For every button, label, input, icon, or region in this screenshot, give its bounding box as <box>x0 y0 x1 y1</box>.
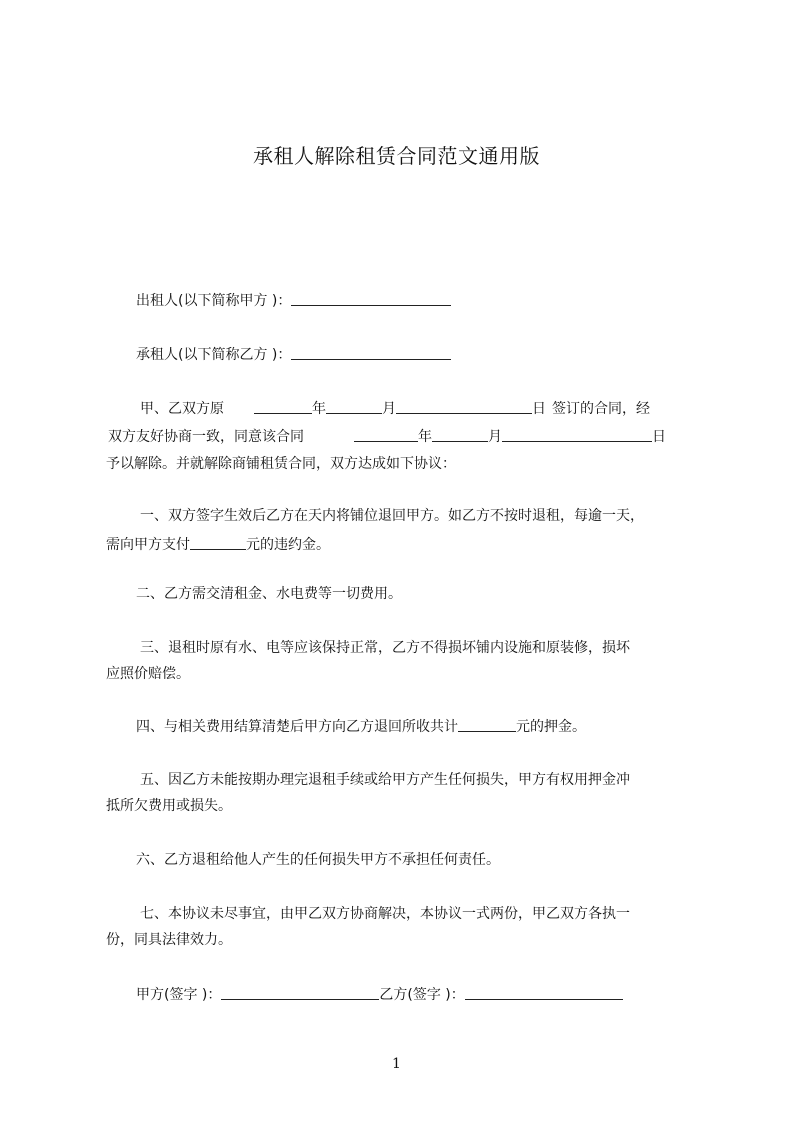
lessee-line <box>106 346 706 363</box>
intro-line-3 <box>106 456 706 472</box>
lessor-line <box>106 292 706 309</box>
clause-5-line-2 <box>106 798 706 814</box>
signature-line <box>106 986 706 1003</box>
clause-5-text: 五、因乙方未能按期办理完退租手续或给甲方产生任何损失，甲方有权用押金冲 <box>140 772 630 788</box>
intro-line-1 <box>106 400 706 417</box>
clause-5-text-2: 抵所欠费用或损失。 <box>106 798 232 814</box>
intro-text-3: 予以解除。并就解除商铺租赁合同，双方达成如下协议： <box>106 456 456 472</box>
original-month-blank[interactable] <box>326 400 382 414</box>
clause-1-text-2a: 需向甲方支付 <box>106 537 190 553</box>
intro-text-1a: 甲、乙双方原 <box>140 401 224 417</box>
clause-3-line-1 <box>106 640 706 656</box>
lessor-name-blank[interactable] <box>291 292 451 306</box>
party-b-signature-blank[interactable] <box>465 986 623 1000</box>
termination-day-label: 日 <box>652 429 666 445</box>
clause-6 <box>106 852 706 868</box>
intro-line-2 <box>106 428 706 445</box>
clause-1-line-1 <box>106 508 706 524</box>
lessee-name-blank[interactable] <box>291 346 451 360</box>
original-year-blank[interactable] <box>254 400 312 414</box>
intro-day-label: 日 <box>532 401 546 417</box>
lessee-label: 承租人(以下简称乙方 )： <box>136 347 292 363</box>
clause-7-line-2 <box>106 932 706 948</box>
clause-3-text-2: 应照价赔偿。 <box>106 666 190 682</box>
clause-2 <box>106 586 706 602</box>
clause-1-text: 一、双方签字生效后乙方在天内将铺位退回甲方。如乙方不按时退租，每逾一天， <box>140 508 644 524</box>
clause-7-text-2: 份，同具法律效力。 <box>106 932 232 948</box>
page-number: 1 <box>392 1056 401 1072</box>
clause-4 <box>106 718 706 735</box>
clause-4-text-b: 元的押金。 <box>516 719 586 735</box>
clause-7-line-1 <box>106 906 706 922</box>
intro-month-label: 月 <box>382 401 396 417</box>
deposit-amount-blank[interactable] <box>458 718 516 732</box>
intro-text-2a: 双方友好协商一致，同意该合同 <box>108 429 304 445</box>
party-a-signature-label: 甲方(签字 )： <box>136 987 222 1003</box>
party-a-signature-blank[interactable] <box>221 986 379 1000</box>
termination-year-blank[interactable] <box>354 428 418 442</box>
party-b-signature-label: 乙方(签字 )： <box>379 987 465 1003</box>
clause-7-text: 七、本协议未尽事宜，由甲乙双方协商解决，本协议一式两份，甲乙双方各执一 <box>140 906 630 922</box>
termination-month-label: 月 <box>488 429 502 445</box>
original-day-blank[interactable] <box>396 400 532 414</box>
intro-year-label: 年 <box>312 401 326 417</box>
clause-1-line-2 <box>106 536 706 553</box>
clause-3-line-2 <box>106 666 706 682</box>
termination-month-blank[interactable] <box>432 428 488 442</box>
clause-5-line-1 <box>106 772 706 788</box>
clause-6-text: 六、乙方退租给他人产生的任何损失甲方不承担任何责任。 <box>136 852 500 868</box>
termination-day-blank[interactable] <box>502 428 652 442</box>
clause-4-text-a: 四、与相关费用结算清楚后甲方向乙方退回所收共计 <box>136 719 458 735</box>
clause-1-text-2b: 元的违约金。 <box>246 537 330 553</box>
document-title: 承租人解除租赁合同范文通用版 <box>253 144 540 168</box>
lessor-label: 出租人(以下简称甲方 )： <box>136 293 292 309</box>
clause-2-text: 二、乙方需交清租金、水电费等一切费用。 <box>136 586 402 602</box>
clause-3-text: 三、退租时原有水、电等应该保持正常，乙方不得损坏铺内设施和原装修，损坏 <box>140 640 630 656</box>
termination-year-label: 年 <box>418 429 432 445</box>
intro-text-1b: 签订的合同，经 <box>552 401 650 417</box>
penalty-amount-blank[interactable] <box>190 536 246 550</box>
